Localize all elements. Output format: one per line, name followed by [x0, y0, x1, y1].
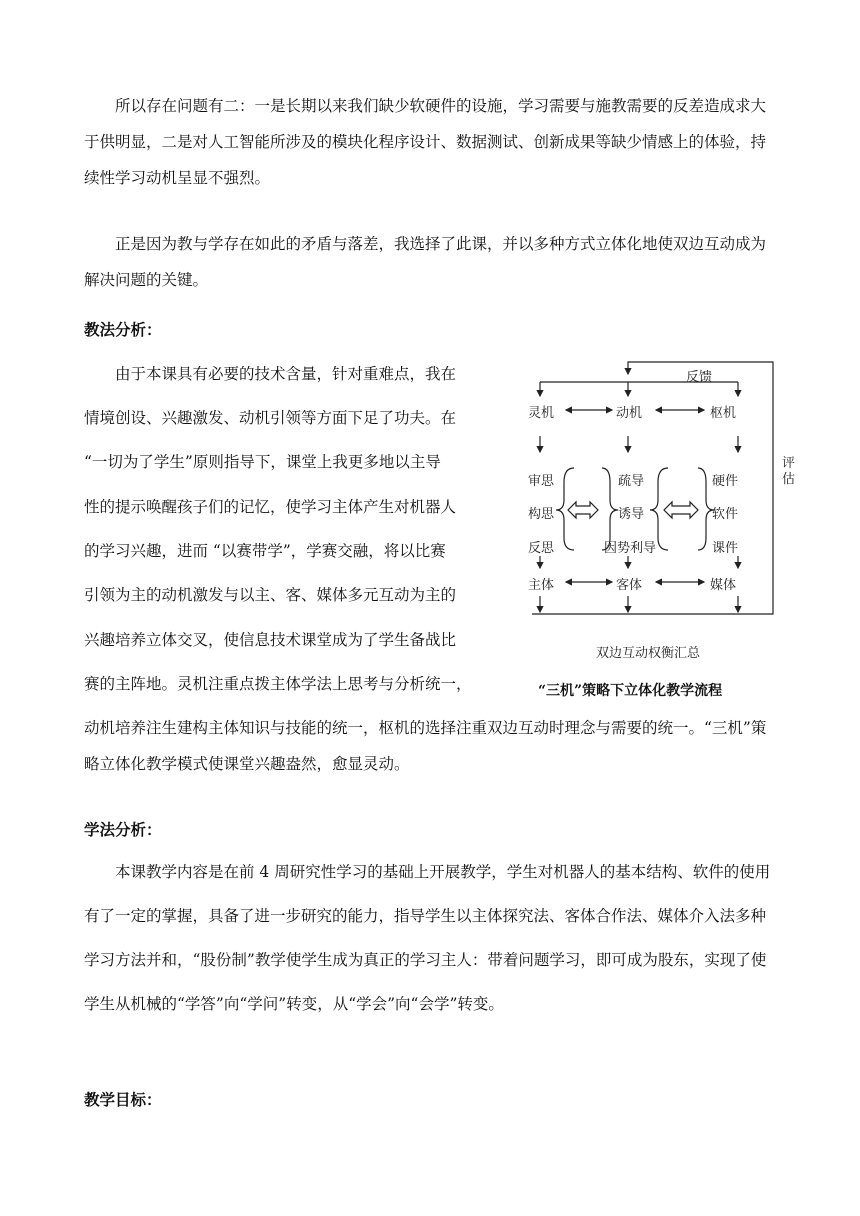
- paragraph-teaching-rest: 动机培养注生建构主体知识与技能的统一，枢机的选择注重双边互动时理念与需要的统一。“三机”策略立体化教学模式使课堂兴趣盎然，愈显灵动。: [84, 719, 767, 773]
- label-shensi: 审思: [528, 474, 555, 489]
- label-shuji: 枢机: [710, 406, 737, 421]
- label-keti: 客体: [616, 578, 643, 593]
- text-line: 的学习兴趣，进而 “以赛带学”，学赛交融，将以比赛: [84, 542, 446, 560]
- text-line: “一切为了学生”原则指导下，课堂上我更多地以主导: [84, 453, 441, 471]
- label-zhuti: 主体: [528, 578, 555, 593]
- flow-diagram: [518, 352, 798, 708]
- text-line: 赛的主阵地。灵机注重点拨主体学法上思考与分析统一，: [84, 675, 472, 693]
- label-yinshiliudao: 因势利导: [604, 541, 657, 556]
- label-lingji: 灵机: [528, 406, 555, 421]
- diagram-title: “三机”策略下立体化教学流程: [538, 683, 723, 699]
- paragraph-learning: 本课教学内容是在前 4 周研究性学习的基础上开展教学，学生对机器人的基本结构、软件的使用有了一定的掌握，具备了进一步研究的能力，指导学生以主体探究法、客体合作法、媒体介入法多种学习方法并和，“股份制”教学使学生成为真正的学习主人：带着问题学习，即可成为股东，实现了使学生从机械的“学答”向“学问”转变，从“学会”向“会学”转变。: [84, 863, 771, 1013]
- label-meiti: 媒体: [710, 578, 737, 593]
- label-feedback: 反馈: [686, 370, 713, 385]
- label-courseware: 课件: [712, 541, 739, 556]
- label-software: 软件: [712, 507, 739, 522]
- heading-teaching-goals: 教学目标：: [84, 1091, 162, 1109]
- text-line: 情境创设、兴趣激发、动机引领等方面下足了功夫。在: [84, 409, 457, 427]
- paragraph-problems: 所以存在问题有二：一是长期以来我们缺少软硬件的设施，学习需要与施教需要的反差造成求大于供明显，二是对人工智能所涉及的模块化程序设计、数据测试、创新成果等缺少情感上的体验，持续性学习动机呈显不强烈。: [84, 97, 767, 187]
- text-line: 由于本课具有必要的技术含量，针对重难点，我在: [115, 365, 457, 383]
- diagram-caption: 双边互动权衡汇总: [596, 646, 701, 661]
- heading-learning-analysis: 学法分析：: [84, 821, 162, 839]
- paragraph-choice: 正是因为教与学存在如此的矛盾与落差，我选择了此课，并以多种方式立体化地使双边互动成为解决问题的关键。: [84, 235, 767, 289]
- label-youdao: 诱导: [618, 507, 645, 522]
- text-line: 兴趣培养立体交叉，使信息技术课堂成为了学生备战比: [84, 631, 457, 649]
- text-line: 引领为主的动机激发与以主、客、媒体多元互动为主的: [84, 586, 457, 604]
- heading-teaching-analysis: 教法分析：: [84, 321, 162, 339]
- label-evaluate: 评估: [782, 456, 796, 487]
- label-shudao: 疏导: [618, 474, 645, 489]
- label-dongji: 动机: [616, 406, 643, 421]
- label-fansi: 反思: [528, 541, 555, 556]
- label-gousi: 构思: [528, 507, 555, 522]
- text-line: 性的提示唤醒孩子们的记忆，使学习主体产生对机器人: [84, 498, 457, 516]
- label-hardware: 硬件: [712, 474, 739, 489]
